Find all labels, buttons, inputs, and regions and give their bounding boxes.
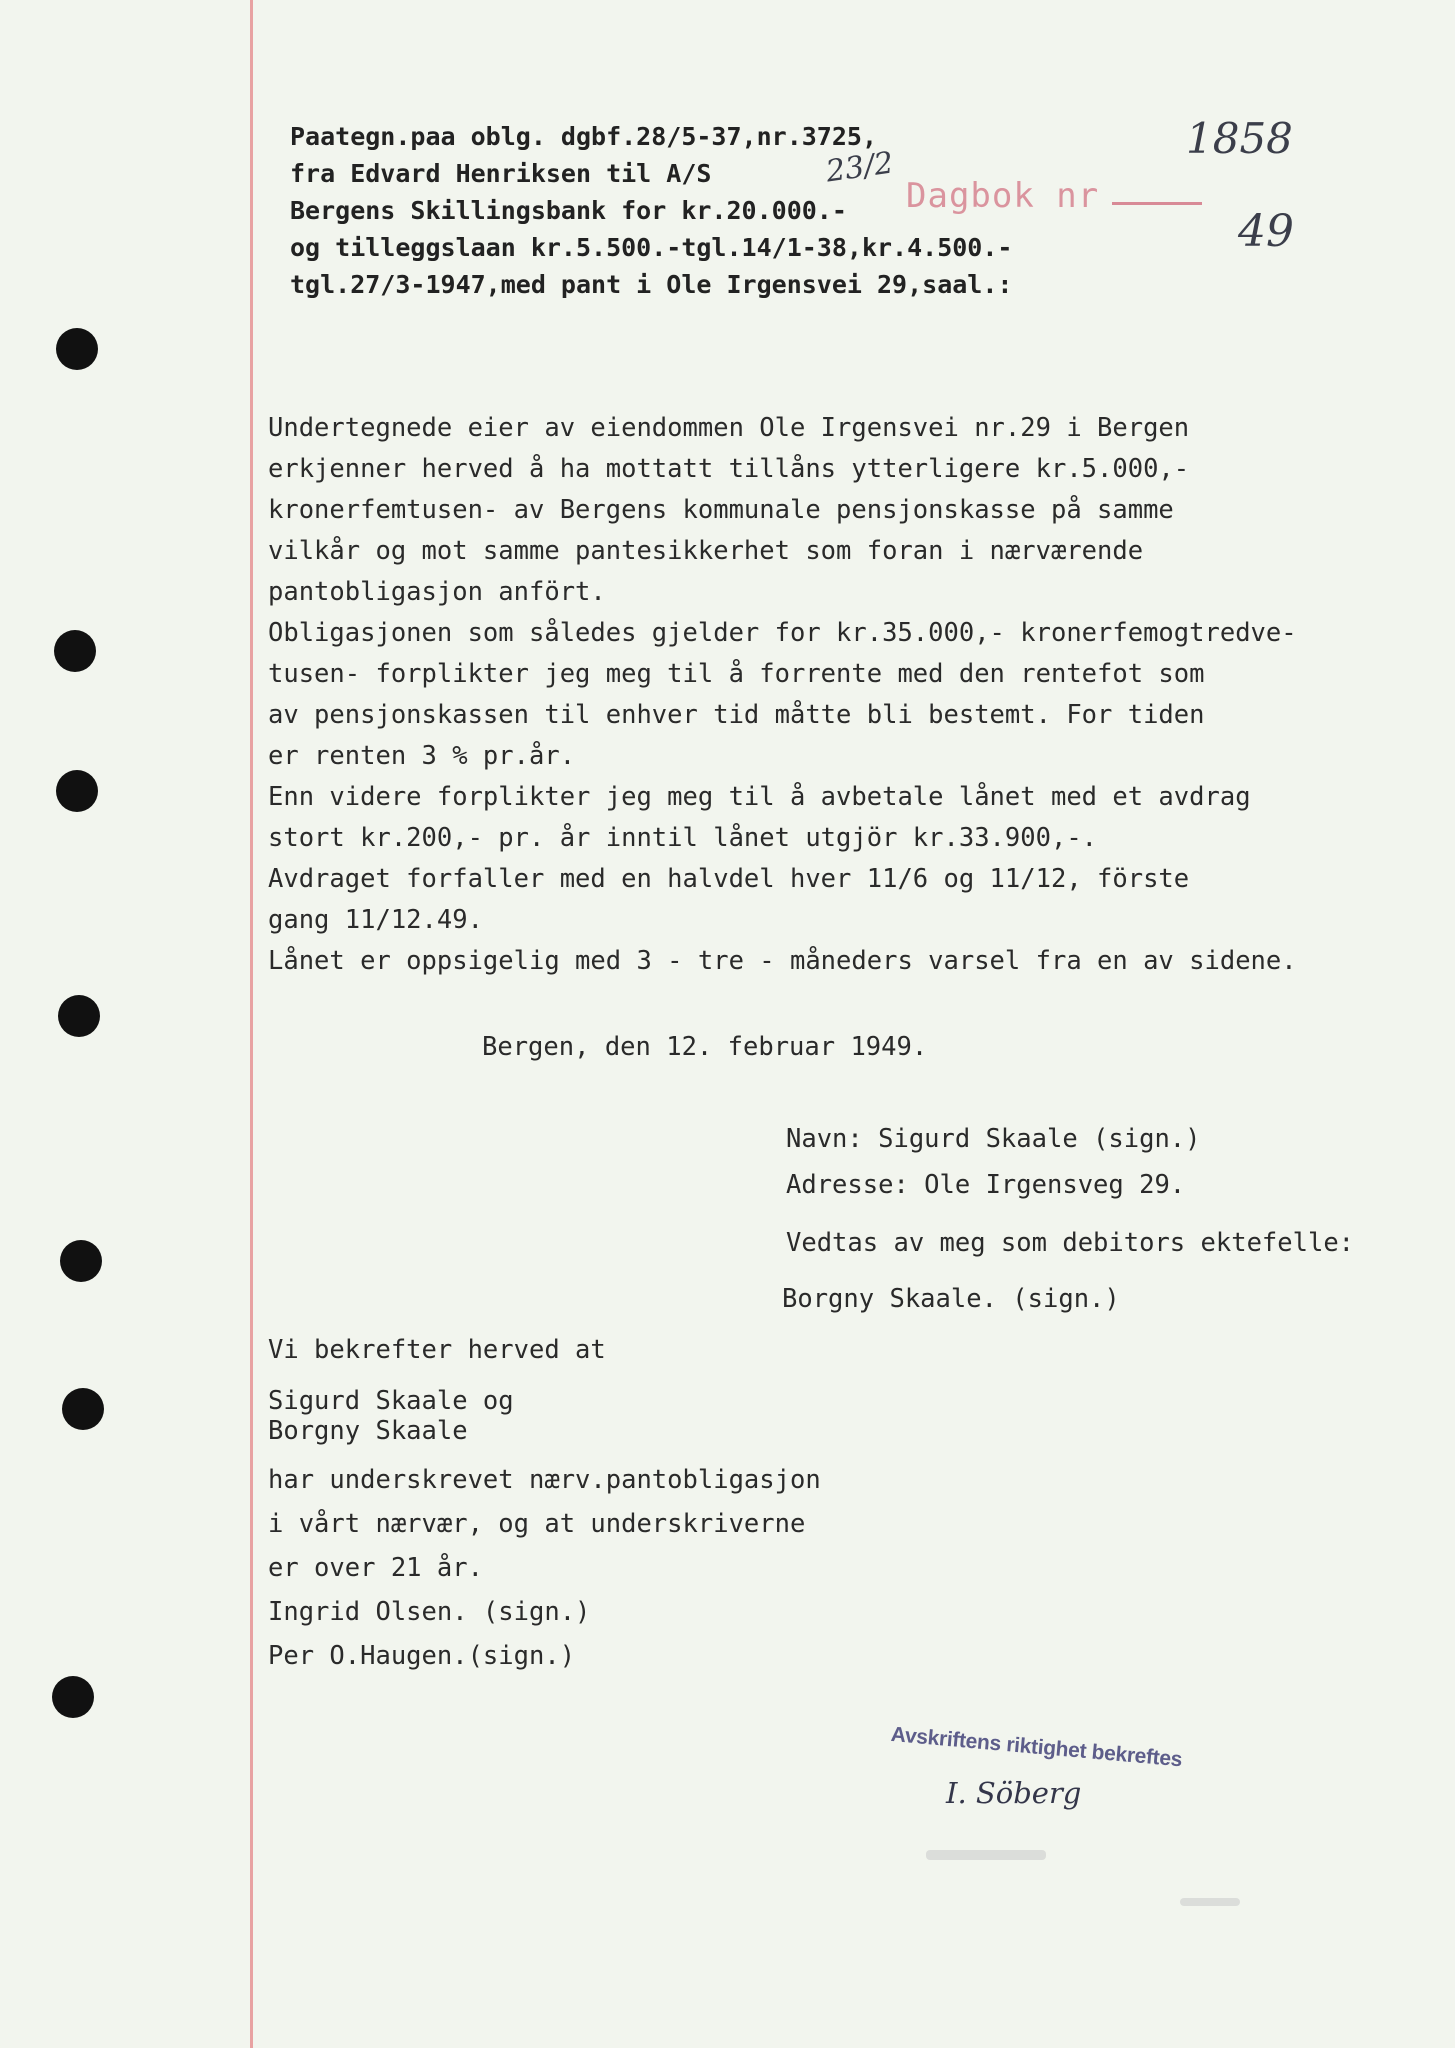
witness-block bbox=[268, 1328, 821, 1678]
dagbok-stamp: Dagbok nr bbox=[906, 176, 1100, 216]
witness-signature: Ingrid Olsen. (sign.) bbox=[268, 1597, 591, 1627]
body-line: gang 11/12.49. bbox=[268, 905, 483, 935]
heading-line: fra Edvard Henriksen til A/S bbox=[290, 159, 712, 188]
certification-signature: I. Söberg bbox=[946, 1776, 1082, 1810]
body-line: stort kr.200,- pr. år inntil lånet utgjör kr.33.900,-. bbox=[268, 823, 1098, 853]
body-line: vilkår og mot samme pantesikkerhet som foran i nærværende bbox=[268, 536, 1144, 566]
witness-text: har underskrevet nærv.pantobligasjon bbox=[268, 1465, 821, 1495]
heading-line: Bergens Skillingsbank for kr.20.000.- bbox=[290, 196, 847, 225]
punch-hole bbox=[56, 770, 98, 812]
punch-hole bbox=[56, 328, 98, 370]
heading-line: tgl.27/3-1947,med pant i Ole Irgensvei 29,saal.: bbox=[290, 270, 1013, 299]
signer-address: Adresse: Ole Irgensveg 29. bbox=[786, 1170, 1186, 1200]
body-line: tusen- forplikter jeg meg til å forrente med den rentefot som bbox=[268, 659, 1205, 689]
spouse-consent: Vedtas av meg som debitors ektefelle: bbox=[786, 1228, 1355, 1258]
body-line: pantobligasjon anfört. bbox=[268, 577, 606, 607]
body-line: er renten 3 % pr.år. bbox=[268, 741, 576, 771]
witness-signature: Per O.Haugen.(sign.) bbox=[268, 1641, 576, 1671]
witness-name: Borgny Skaale bbox=[268, 1416, 468, 1446]
registration-heading bbox=[290, 118, 1012, 303]
body-line: Avdraget forfaller med en halvdel hver 11/6 og 11/12, förste bbox=[268, 864, 1190, 894]
ink-smudge bbox=[1180, 1898, 1240, 1906]
body-line: erkjenner herved å ha mottatt tillåns ytterligere kr.5.000,- bbox=[268, 454, 1190, 484]
heading-line: og tilleggslaan kr.5.500.-tgl.14/1-38,kr.4.500.- bbox=[290, 233, 1013, 262]
punch-hole bbox=[52, 1676, 94, 1718]
handwritten-year: 49 bbox=[1238, 206, 1294, 257]
punch-hole bbox=[60, 1240, 102, 1282]
witness-name: Sigurd Skaale og bbox=[268, 1386, 514, 1416]
witness-text: er over 21 år. bbox=[268, 1553, 483, 1583]
body-line: Enn videre forplikter jeg meg til å avbetale lånet med et avdrag bbox=[268, 782, 1251, 812]
certification-stamp: Avskriftens riktighet bekreftes bbox=[889, 1723, 1184, 1772]
witness-text: i vårt nærvær, og at underskriverne bbox=[268, 1509, 806, 1539]
heading-line: Paategn.paa oblg. dgbf.28/5-37,nr.3725, bbox=[290, 122, 877, 151]
witness-intro: Vi bekrefter herved at bbox=[268, 1335, 606, 1365]
place-and-date: Bergen, den 12. februar 1949. bbox=[482, 1032, 928, 1062]
body-line: av pensjonskassen til enhver tid måtte bli bestemt. For tiden bbox=[268, 700, 1205, 730]
punch-hole bbox=[54, 630, 96, 672]
ink-smudge bbox=[926, 1850, 1046, 1860]
punch-hole bbox=[58, 995, 100, 1037]
punch-hole bbox=[62, 1388, 104, 1430]
body-line: Lånet er oppsigelig med 3 - tre - måneders varsel fra en av sidene. bbox=[268, 946, 1297, 976]
body-line: Obligasjonen som således gjelder for kr.35.000,- kronerfemogtredve- bbox=[268, 618, 1297, 648]
stamp-dash bbox=[1112, 202, 1202, 205]
red-margin-line bbox=[250, 0, 253, 2048]
body-line: Undertegnede eier av eiendommen Ole Irgensvei nr.29 i Bergen bbox=[268, 413, 1190, 443]
handwritten-diary-number: 1858 bbox=[1186, 114, 1293, 163]
main-declaration bbox=[268, 408, 1297, 982]
handwritten-date: 23/2 bbox=[823, 145, 896, 190]
signer-name: Navn: Sigurd Skaale (sign.) bbox=[786, 1124, 1201, 1154]
spouse-signature: Borgny Skaale. (sign.) bbox=[782, 1284, 1120, 1314]
body-line: kronerfemtusen- av Bergens kommunale pensjonskasse på samme bbox=[268, 495, 1174, 525]
